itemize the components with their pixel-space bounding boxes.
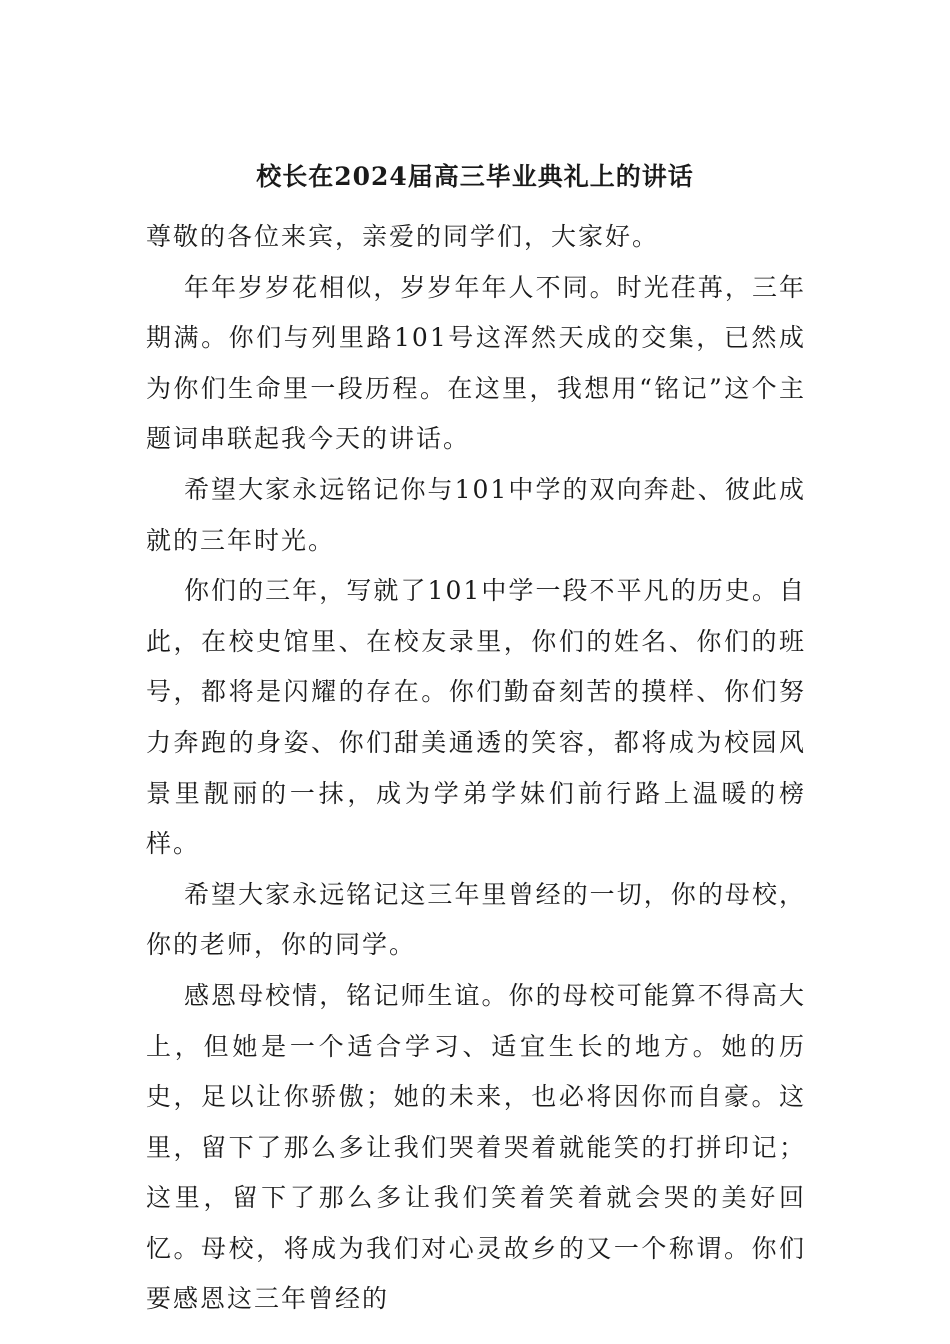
paragraph-opening: 年年岁岁花相似，岁岁年年人不同。时光荏苒，三年期满。你们与列里路101号这浑然天成的交集，已然成为你们生命里一段历程。在这里，我想用“铭记”这个主题词串联起我今天的讲话。: [146, 272, 806, 454]
paragraph-remember-everything: 希望大家永远铭记这三年里曾经的一切，你的母校，你的老师，你的同学。: [146, 879, 806, 960]
document-body: [146, 212, 806, 1325]
paragraph-greeting: 尊敬的各位来宾，亲爱的同学们，大家好。: [146, 222, 660, 251]
paragraph-gratitude: 感恩母校情，铭记师生谊。你的母校可能算不得高大上，但她是一个适合学习、适宜生长的地方。她的历史，足以让你骄傲；她的未来，也必将因你而自豪。这里，留下了那么多让我们哭着哭着就能笑的打拼印记；这里，留下了那么多让我们笑着笑着就会哭的美好回忆。母校，将成为我们对心灵故乡的又一个称谓。你们要感恩这三年曾经的: [146, 980, 806, 1314]
document-title: 校长在2024届高三毕业典礼上的讲话: [256, 162, 694, 191]
paragraph-remember-school-years: 希望大家永远铭记你与101中学的双向奔赴、彼此成就的三年时光。: [146, 474, 806, 555]
paragraph-history: 你们的三年，写就了101中学一段不平凡的历史。自此，在校史馆里、在校友录里，你们的姓名、你们的班号，都将是闪耀的存在。你们勤奋刻苦的摸样、你们努力奔跑的身姿、你们甜美通透的笑容，都将成为校园风景里靓丽的一抹，成为学弟学妹们前行路上温暖的榜样。: [146, 576, 806, 859]
